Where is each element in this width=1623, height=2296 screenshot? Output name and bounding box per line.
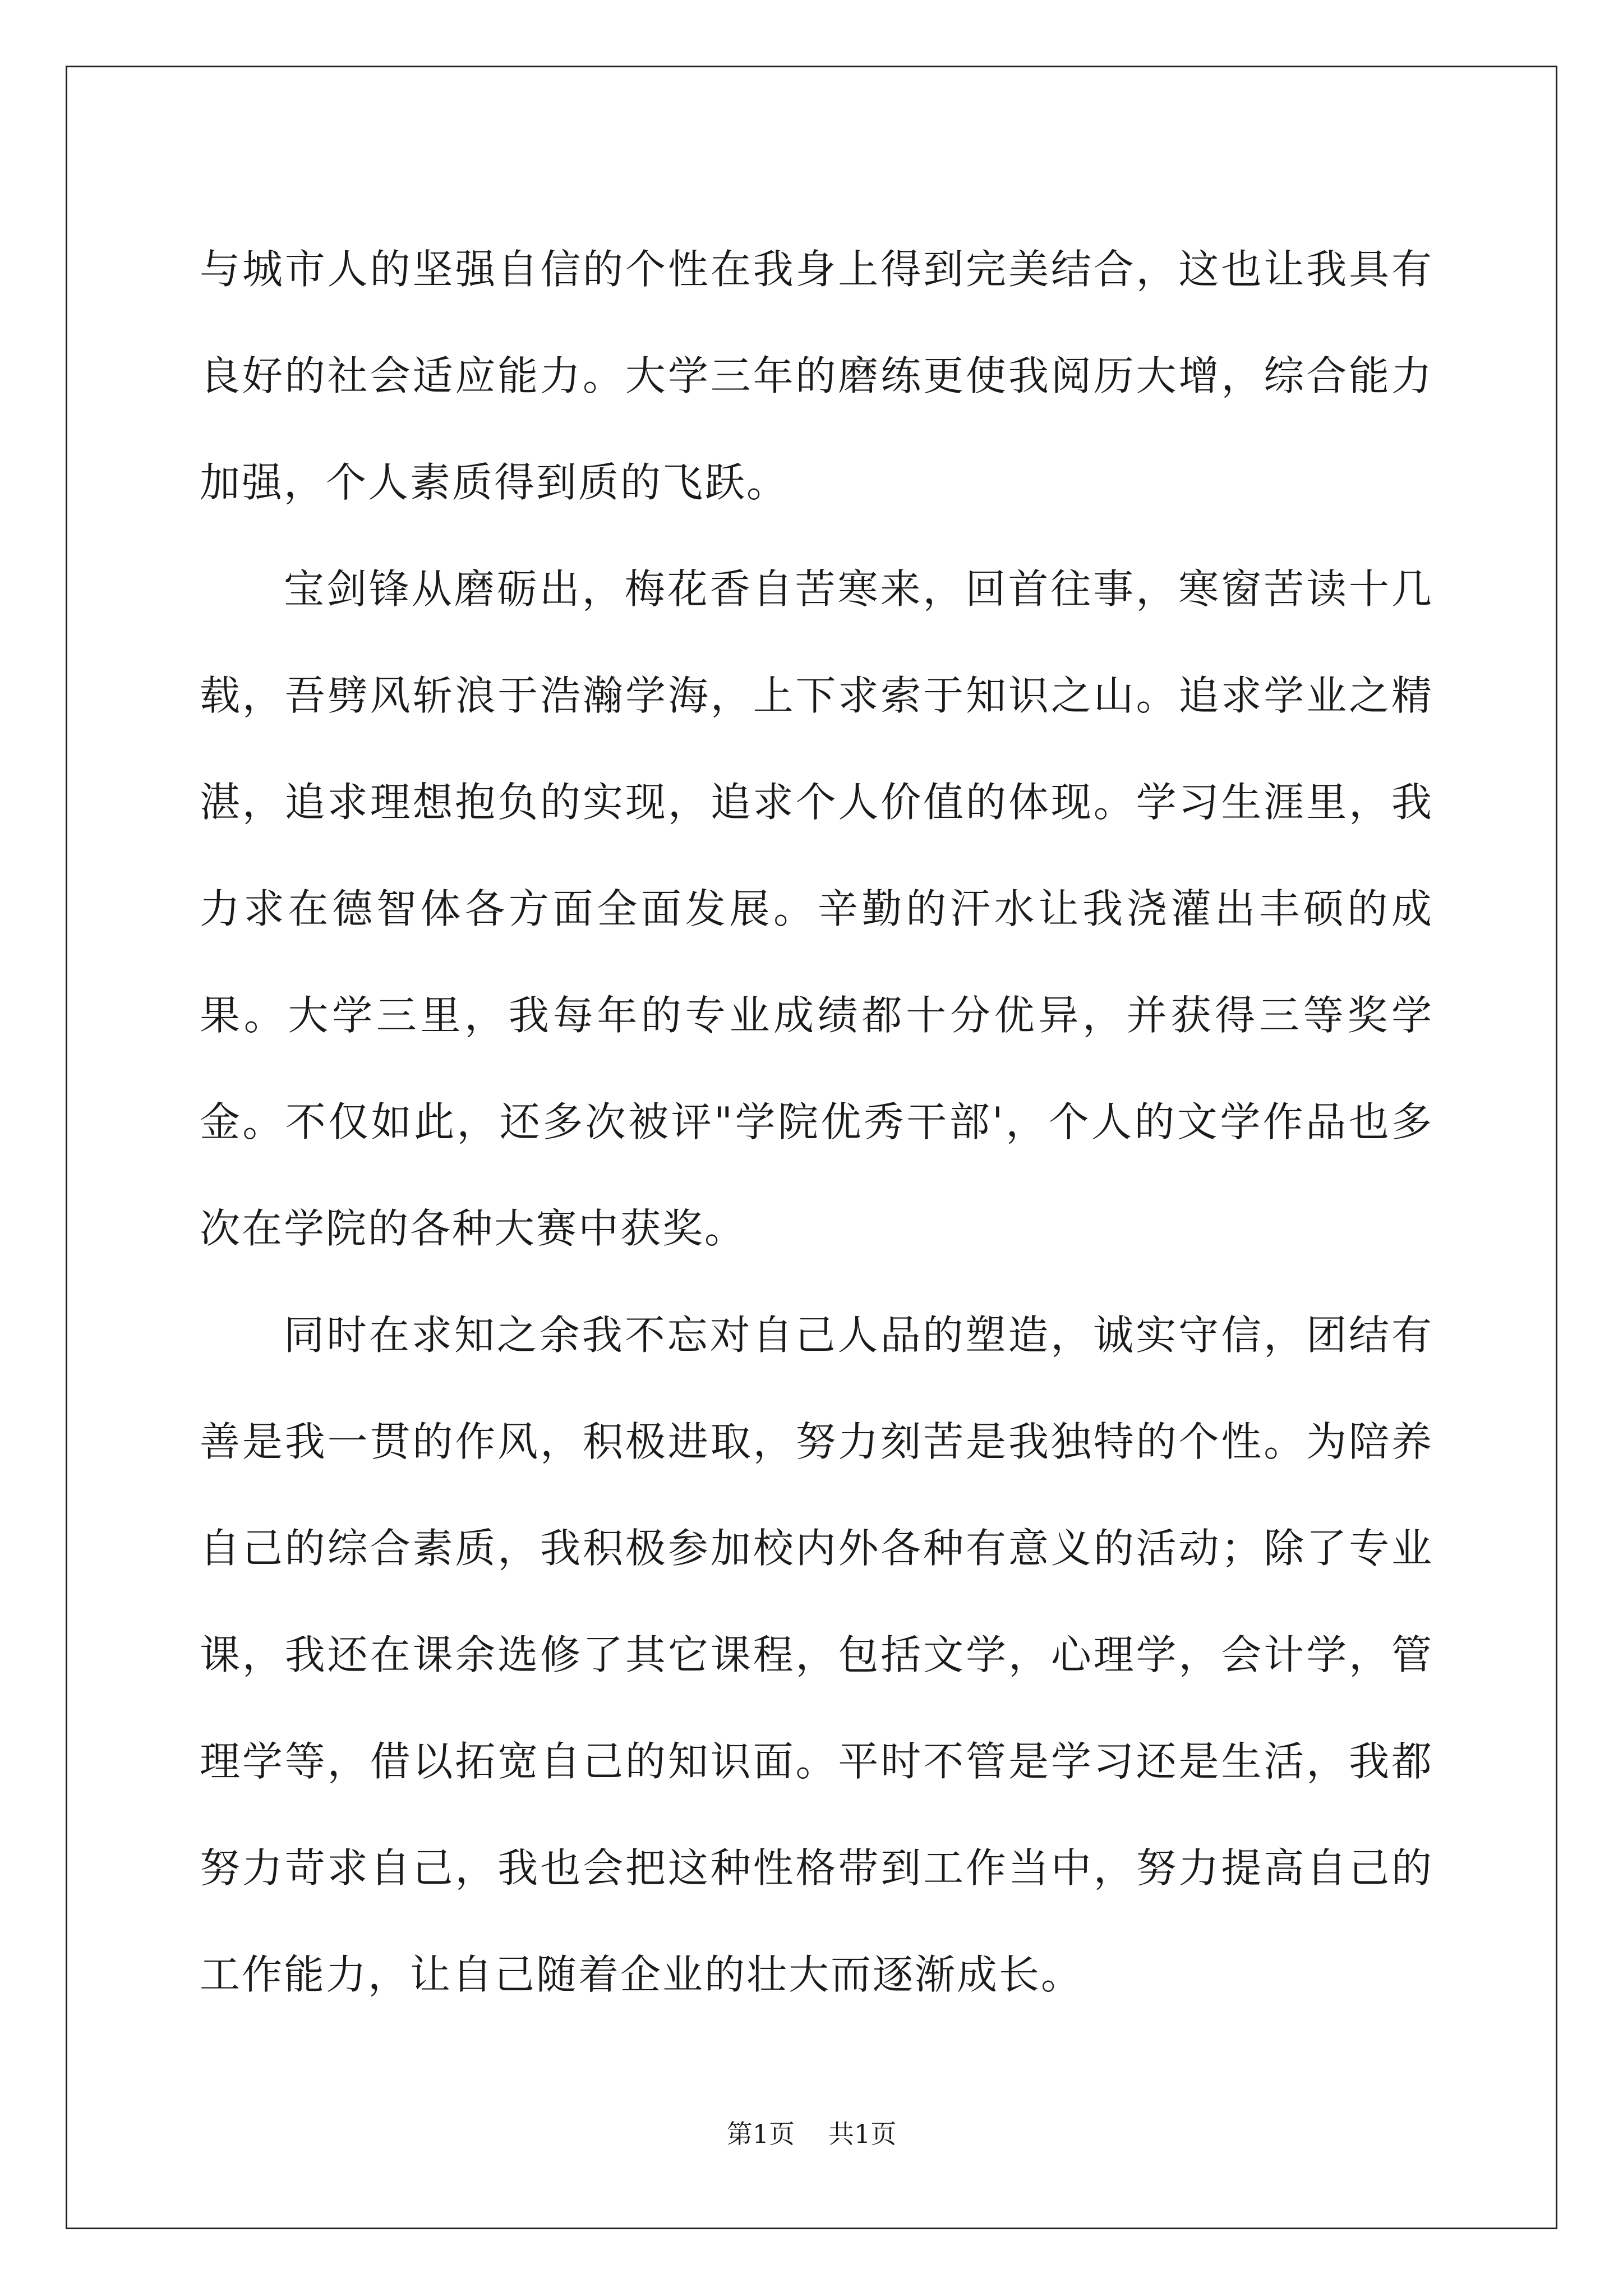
paragraph-2: 宝剑锋从磨砺出，梅花香自苦寒来，回首往事，寒窗苦读十几载，吾劈风斩浪于浩瀚学海，上下求索于知识之山。追求学业之精湛，追求理想抱负的实现，追求个人价值的体现。学习生涯里，我力求在德智体各方面全面发展。辛勤的汗水让我浇灌出丰硕的成果。大学三里，我每年的专业成绩都十分优异，并获得三等奖学金。不仅如此，还多次被评"学院优秀干部'，个人的文学作品也多次在学院的各种大赛中获奖。 <box>200 565 1433 1252</box>
document-body <box>200 216 1433 2028</box>
page-footer <box>0 2114 1623 2151</box>
page-number: 第1页 <box>726 2119 795 2149</box>
paragraph-1: 与城市人的坚强自信的个性在我身上得到完美结合，这也让我具有良好的社会适应能力。大学三年的磨练更使我阅历大增，综合能力加强，个人素质得到质的飞跃。 <box>200 246 1433 506</box>
paragraph-3: 同时在求知之余我不忘对自己人品的塑造，诚实守信，团结有善是我一贯的作风，积极进取，努力刻苦是我独特的个性。为陪养自己的综合素质，我积极参加校内外各种有意义的活动；除了专业课，我还在课余选修了其它课程，包括文学，心理学，会计学，管理学等，借以拓宽自己的知识面。平时不管是学习还是生活，我都努力苛求自己，我也会把这种性格带到工作当中，努力提高自己的工作能力，让自己随着企业的壮大而逐渐成长。 <box>200 1312 1433 1998</box>
page-total: 共1页 <box>828 2119 897 2149</box>
